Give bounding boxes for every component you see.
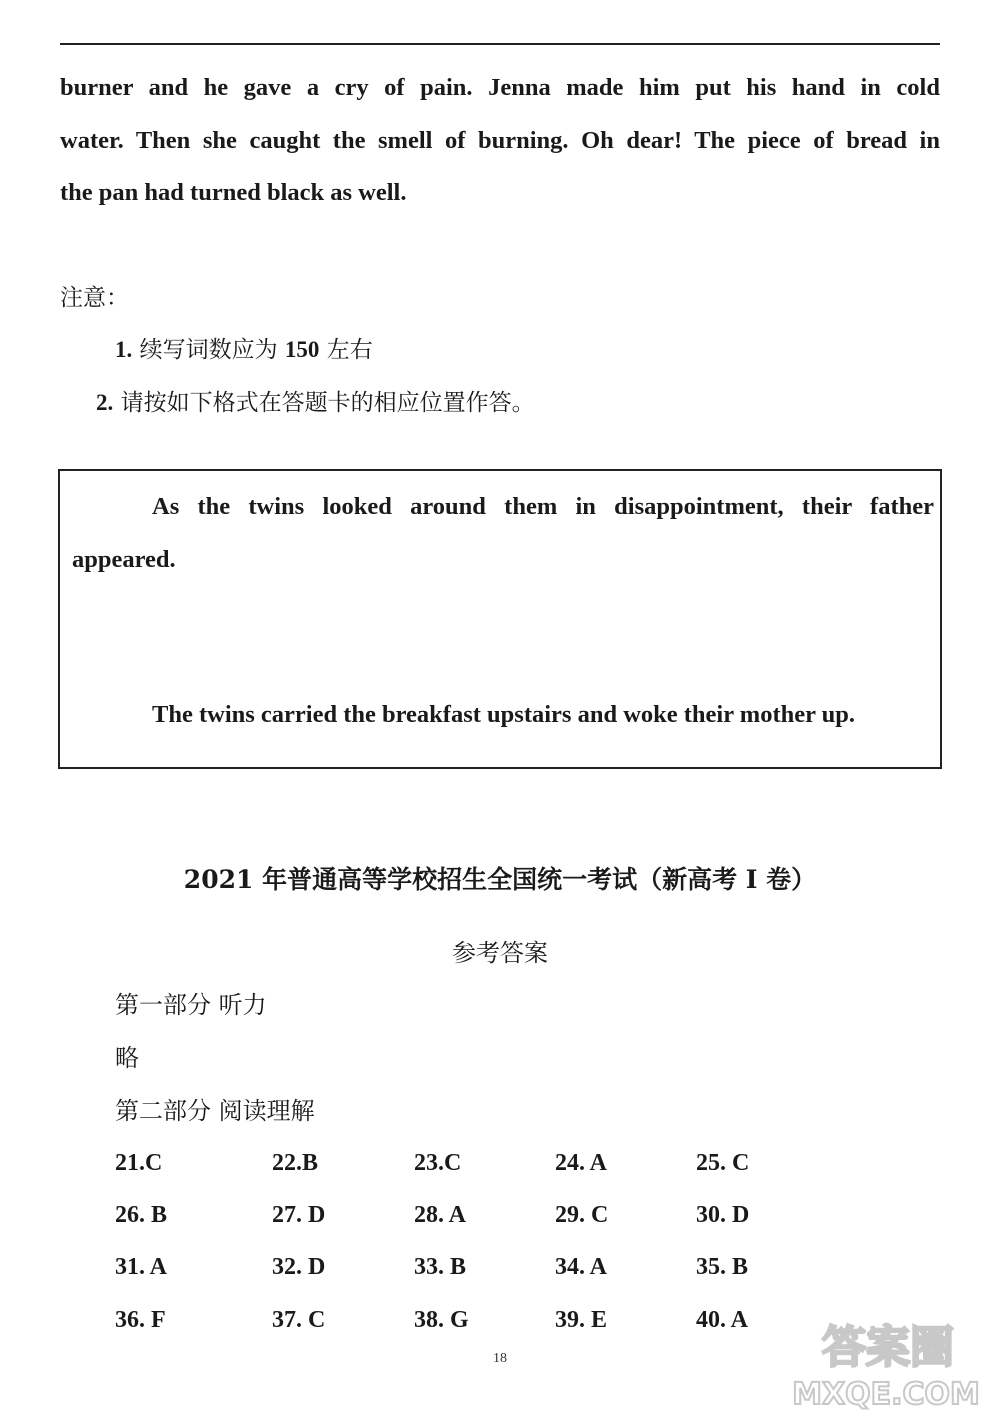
watermark-logo-text: 答案圈: [822, 1322, 954, 1373]
answer-cell: 34. A: [555, 1254, 608, 1280]
part-1-note: 略: [115, 1044, 139, 1072]
answer-cell: 31. A: [115, 1254, 168, 1280]
note-item-suffix: 左右: [326, 337, 373, 363]
answer-cell: 24. A: [555, 1150, 608, 1176]
watermark-site-text: MXQE.COM: [792, 1377, 980, 1410]
note-item-number: 1.: [115, 337, 133, 362]
answer-cell: 30. D: [696, 1202, 750, 1228]
answer-cell: 26. B: [115, 1202, 168, 1228]
answer-cell: 21.C: [115, 1150, 163, 1176]
answer-cell: 27. D: [272, 1202, 326, 1228]
answer-cell: 36. F: [115, 1307, 166, 1333]
answer-cell: 29. C: [555, 1202, 609, 1228]
note-item-text: 请按如下格式在答题卡的相应位置作答。: [120, 390, 535, 416]
answer-cell: 37. C: [272, 1307, 326, 1333]
passage-line: burner and he gave a cry of pain. Jenna made him put his hand in cold: [60, 74, 940, 101]
answer-cell: 38. G: [414, 1307, 469, 1333]
passage-line: water. Then she caught the smell of burning. Oh dear! The piece of bread in: [60, 126, 940, 154]
story-passage: [60, 62, 940, 220]
note-item-text: 续写词数应为: [139, 337, 278, 363]
answer-cell: 39. E: [555, 1307, 608, 1333]
answer-key-title: 参考答案: [452, 939, 548, 967]
paragraph-1-text: As the twins looked around them in disappointment, their father appeared.: [72, 493, 934, 573]
word-count: 150: [284, 337, 320, 362]
answer-cell: 25. C: [696, 1150, 750, 1176]
answer-cell: 40. A: [696, 1307, 749, 1333]
answer-cell: 28. A: [414, 1202, 467, 1228]
note-item-1: [115, 330, 373, 370]
paragraph-1-start: [72, 481, 934, 586]
paragraph-2-start: The twins carried the breakfast upstairs and woke their mother up.: [152, 701, 856, 728]
page-number: 18: [493, 1351, 507, 1366]
answer-cell: 22.B: [272, 1150, 319, 1176]
answer-cell: 23.C: [414, 1150, 462, 1176]
exam-title: 2021 年普通高等学校招生全国统一考试（新高考 I 卷）: [183, 865, 817, 894]
answer-cell: 32. D: [272, 1254, 326, 1280]
note-heading: 注意：: [60, 285, 129, 311]
watermark-logo: [768, 1310, 990, 1410]
passage-line: the pan had turned black as well.: [60, 179, 407, 206]
top-divider: [60, 43, 940, 45]
answer-cell: 35. B: [696, 1254, 749, 1280]
part-2-label: 第二部分 阅读理解: [115, 1097, 315, 1125]
part-1-label: 第一部分 听力: [115, 991, 267, 1019]
answer-format-box: [58, 469, 942, 769]
answer-cell: 33. B: [414, 1254, 467, 1280]
note-item-2: [96, 383, 535, 423]
note-item-number: 2.: [96, 390, 114, 415]
